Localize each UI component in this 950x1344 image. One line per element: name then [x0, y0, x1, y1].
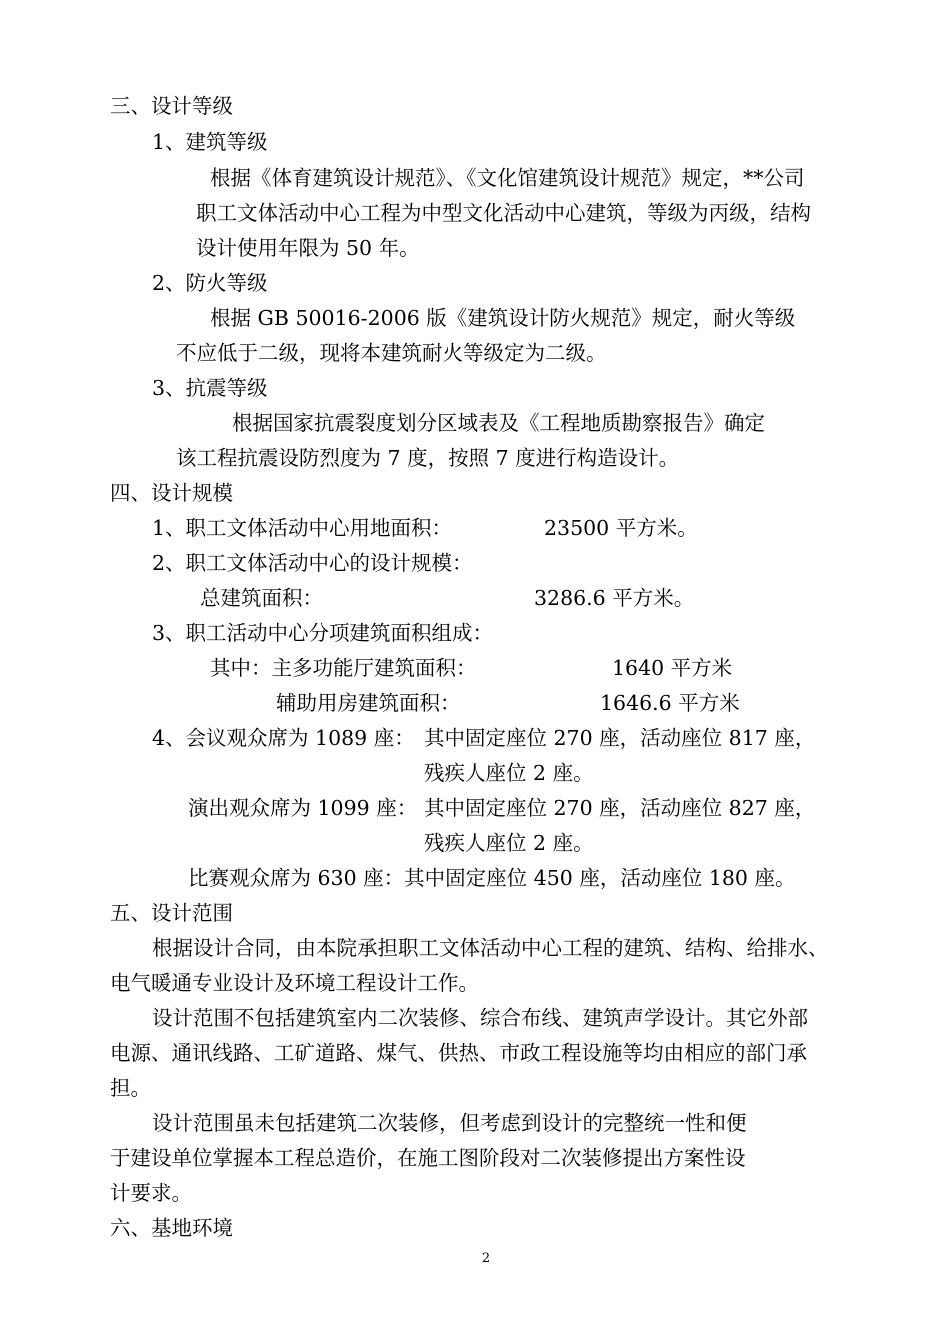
item-value: 1640 平方米: [612, 656, 733, 680]
item-label: 演出观众席为 1099 座：: [188, 796, 418, 820]
paragraph-line: 根据 GB 50016-2006 版《建筑设计防火规范》规定，耐火等级: [210, 306, 796, 330]
item-value: 23500 平方米。: [544, 516, 698, 540]
paragraph-line: 根据设计合同，由本院承担职工文体活动中心工程的建筑、结构、给排水、: [152, 936, 829, 960]
paragraph-line: 电气暖通专业设计及环境工程设计工作。: [110, 971, 479, 995]
item-label: 其中：主多功能厅建筑面积：: [210, 656, 477, 680]
item-line: 比赛观众席为 630 座：其中固定座位 450 座，活动座位 180 座。: [188, 866, 796, 890]
item-label: 辅助用房建筑面积：: [276, 691, 461, 715]
paragraph-line: 计要求。: [110, 1181, 192, 1205]
paragraph-line: 该工程抗震设防烈度为 7 度，按照 7 度进行构造设计。: [176, 446, 680, 470]
subsection-heading: 2、防火等级: [152, 271, 268, 295]
section-heading: 四、设计规模: [110, 481, 233, 505]
paragraph-line: 职工文体活动中心工程为中型文化活动中心建筑，等级为丙级，结构: [196, 201, 811, 225]
section-heading: 三、设计等级: [110, 94, 233, 118]
item-value: 其中固定座位 270 座，活动座位 817 座，: [424, 726, 816, 750]
subsection-heading: 3、抗震等级: [152, 376, 268, 400]
item-label: 4、会议观众席为 1089 座：: [152, 726, 415, 750]
subsection-heading: 3、职工活动中心分项建筑面积组成：: [152, 621, 494, 645]
paragraph-line: 设计范围虽未包括建筑二次装修，但考虑到设计的完整统一性和便: [152, 1111, 747, 1135]
paragraph-line: 设计使用年限为 50 年。: [196, 236, 420, 260]
item-value: 残疾人座位 2 座。: [424, 761, 594, 785]
subsection-heading: 1、建筑等级: [152, 130, 268, 154]
item-value: 1646.6 平方米: [600, 691, 740, 715]
section-heading: 五、设计范围: [110, 901, 233, 925]
paragraph-line: 于建设单位掌握本工程总造价，在施工图阶段对二次装修提出方案性设: [110, 1146, 746, 1170]
paragraph-line: 设计范围不包括建筑室内二次装修、综合布线、建筑声学设计。其它外部: [152, 1006, 808, 1030]
paragraph-line: 担。: [110, 1076, 151, 1100]
item-label: 1、职工文体活动中心用地面积：: [152, 516, 453, 540]
paragraph-line: 根据《体育建筑设计规范》、《文化馆建筑设计规范》规定，**公司: [210, 166, 805, 190]
subsection-heading: 2、职工文体活动中心的设计规模：: [152, 551, 473, 575]
paragraph-line: 根据国家抗震裂度划分区域表及《工程地质勘察报告》确定: [232, 411, 765, 435]
page-number: 2: [481, 1251, 491, 1266]
item-value: 其中固定座位 270 座，活动座位 827 座，: [424, 796, 816, 820]
section-heading: 六、基地环境: [110, 1216, 233, 1240]
item-value: 3286.6 平方米。: [534, 586, 695, 610]
item-label: 总建筑面积：: [200, 586, 323, 610]
paragraph-line: 不应低于二级，现将本建筑耐火等级定为二级。: [176, 341, 607, 365]
paragraph-line: 电源、通讯线路、工矿道路、煤气、供热、市政工程设施等均由相应的部门承: [110, 1041, 807, 1065]
item-value: 残疾人座位 2 座。: [424, 831, 594, 855]
